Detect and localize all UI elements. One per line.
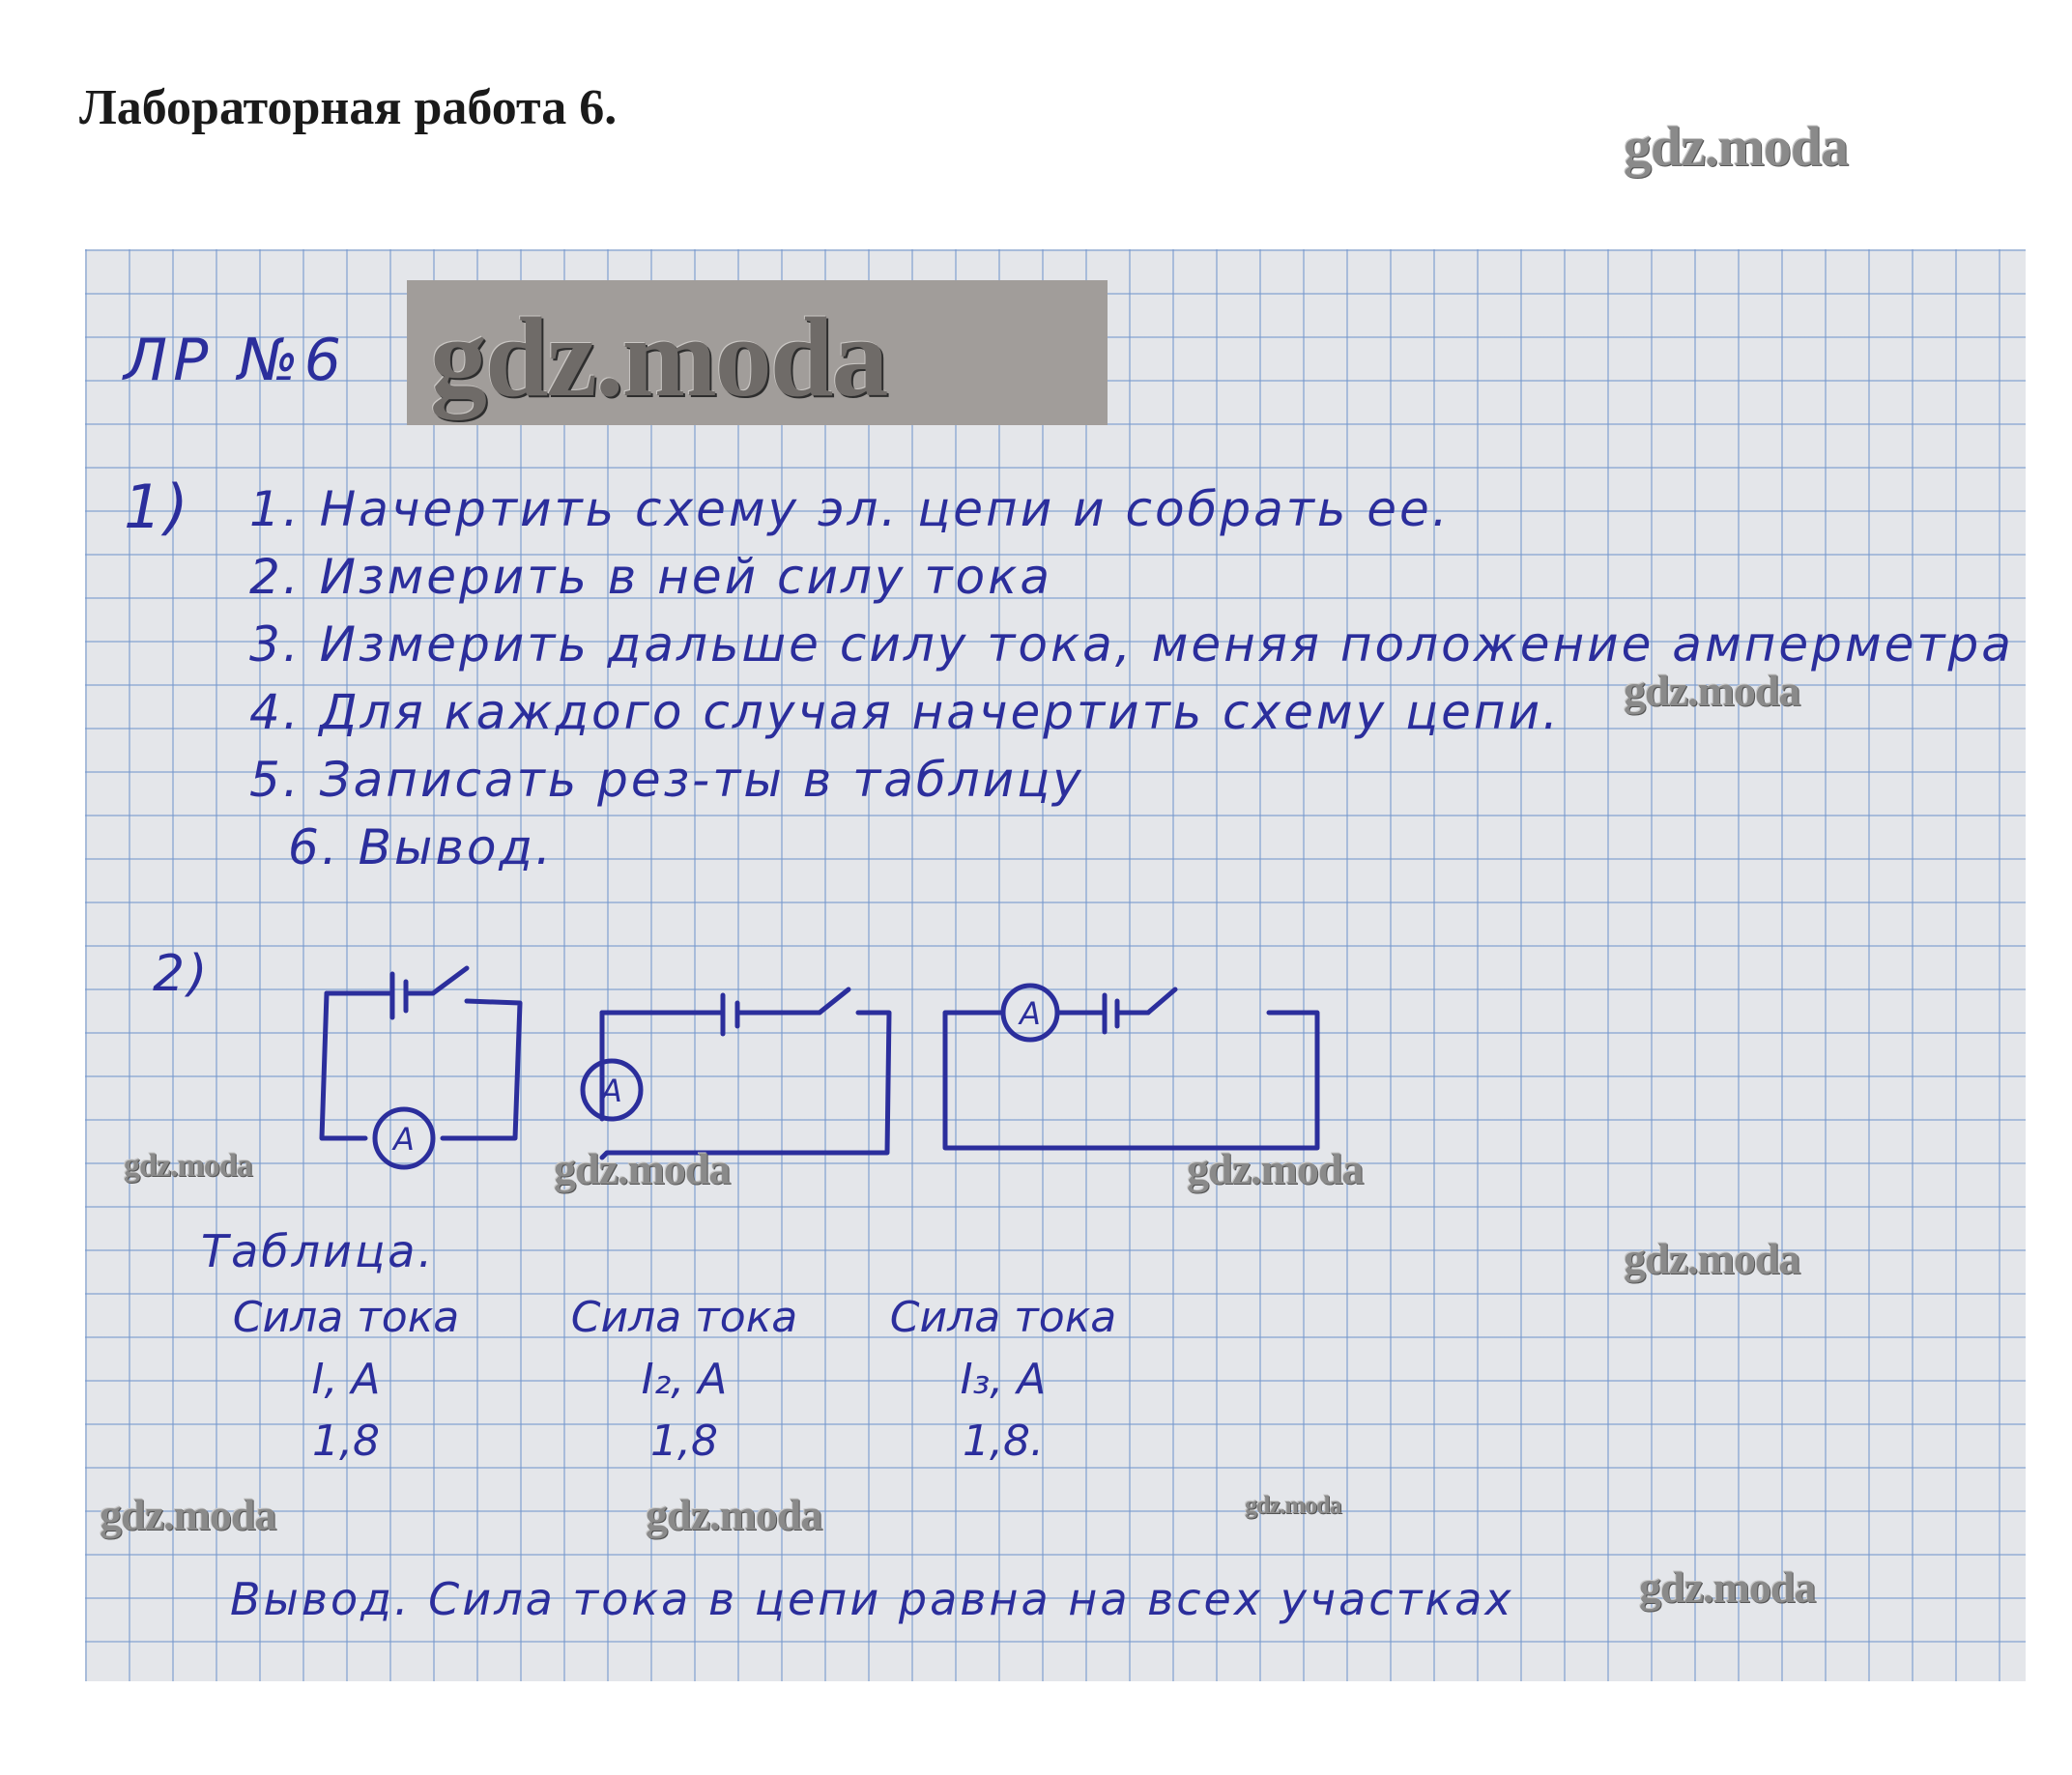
table-title: Таблица. <box>201 1225 436 1277</box>
step-4: 4. Для каждого случая начертить схему цепи. <box>249 684 1561 740</box>
watermark: gdz.moda <box>554 1144 731 1193</box>
column-unit: I₃, A <box>960 1355 1047 1404</box>
ammeter-label: A <box>393 1121 415 1158</box>
column-value: 1,8 <box>650 1417 718 1466</box>
circuit-wire <box>602 1013 889 1158</box>
circuit-wire <box>443 1001 520 1138</box>
section-1-label: 1) <box>124 472 191 542</box>
circuit-wire <box>945 1013 1317 1148</box>
column-unit: I, A <box>311 1355 381 1404</box>
column-value: 1,8 <box>312 1417 380 1466</box>
watermark: gdz.moda <box>100 1490 276 1539</box>
watermark: gdz.moda <box>1624 115 1849 178</box>
column-value: 1,8. <box>963 1417 1044 1466</box>
watermark: gdz.moda <box>1624 1234 1800 1283</box>
circuit-1 <box>322 968 520 1167</box>
page-title: Лабораторная работа 6. <box>79 80 618 135</box>
watermark: gdz.moda <box>124 1148 252 1184</box>
section-2-label: 2) <box>153 945 211 1003</box>
switch-lever <box>433 968 467 993</box>
watermark: gdz.moda <box>1624 666 1800 715</box>
circuit-3 <box>945 986 1317 1148</box>
watermark: gdz.moda <box>1245 1491 1341 1519</box>
watermark: gdz.moda <box>1639 1562 1816 1612</box>
step-1: 1. Начертить схему эл. цепи и собрать ее. <box>249 481 1451 537</box>
column-header: Сила тока <box>232 1293 460 1342</box>
circuit-2 <box>583 989 889 1158</box>
step-3: 3. Измерить дальше силу тока, меняя положение амперметра <box>249 616 2014 673</box>
watermark: gdz.moda <box>430 294 887 420</box>
notebook-photo <box>85 249 2026 1681</box>
step-6: 6. Вывод. <box>288 819 554 875</box>
step-5: 5. Записать рез-ты в таблицу <box>249 752 1084 808</box>
switch-lever <box>820 989 849 1013</box>
switch-lever <box>1148 989 1175 1013</box>
ammeter-label: A <box>601 1073 622 1109</box>
table-column <box>568 1293 800 1478</box>
step-2: 2. Измерить в ней силу тока <box>249 549 1052 605</box>
table-column <box>230 1293 462 1478</box>
watermark: gdz.moda <box>646 1490 822 1539</box>
conclusion: Вывод. Сила тока в цепи равна на всех участках <box>230 1573 1514 1625</box>
watermark: gdz.moda <box>1187 1144 1364 1193</box>
lab-number-label: ЛР №6 <box>124 327 347 394</box>
column-header: Сила тока <box>889 1293 1117 1342</box>
circuit-wire <box>322 993 365 1138</box>
ammeter-label: A <box>1020 995 1041 1032</box>
column-unit: I₂, A <box>641 1355 728 1404</box>
table-column <box>887 1293 1119 1478</box>
column-header: Сила тока <box>570 1293 798 1342</box>
